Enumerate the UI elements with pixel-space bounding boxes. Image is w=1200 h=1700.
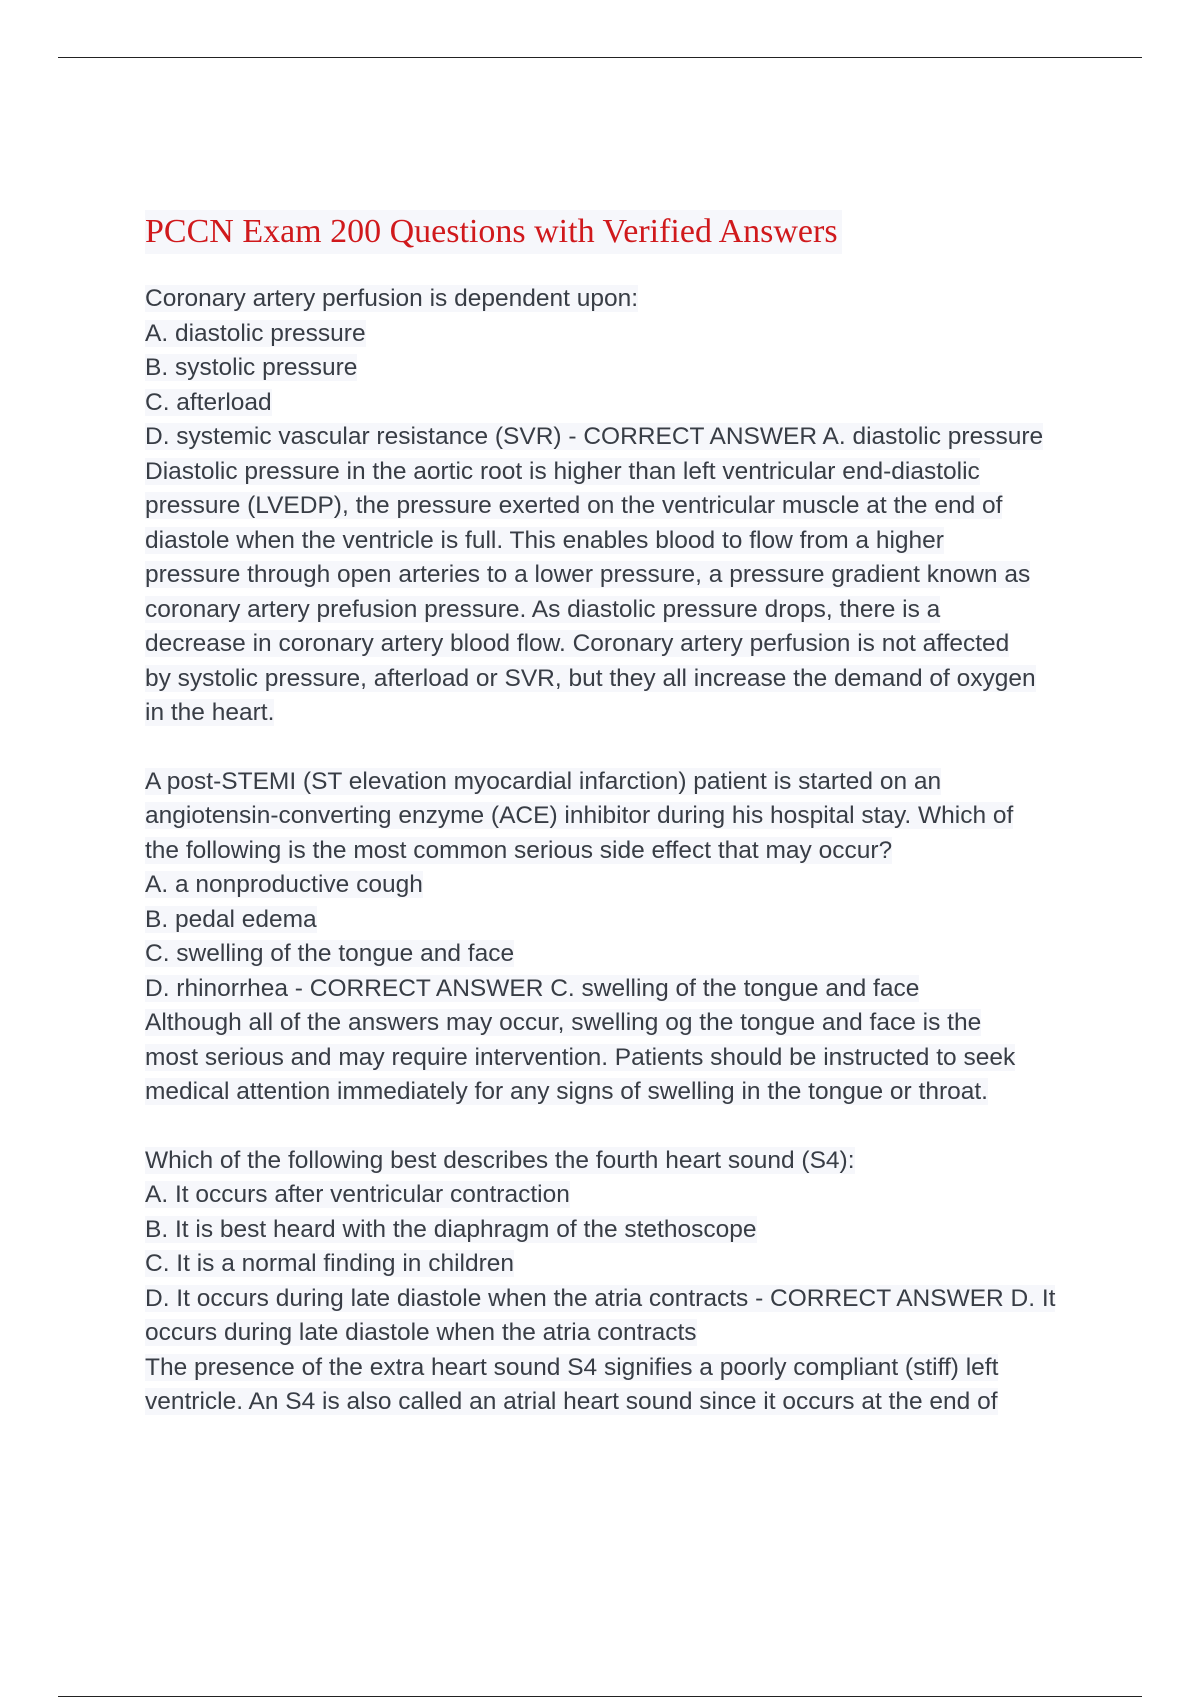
question-3-option-b: B. It is best heard with the diaphragm of the stethoscope xyxy=(145,1215,757,1243)
top-rule xyxy=(58,57,1142,58)
question-1-rationale-line: pressure (LVEDP), the pressure exerted on the ventricular muscle at the end of xyxy=(145,492,1003,519)
question-2-option-b: B. pedal edema xyxy=(145,905,317,933)
question-2-rationale-line: Although all of the answers may occur, swelling og the tongue and face is the xyxy=(145,1009,982,1036)
question-2-rationale-line: medical attention immediately for any signs of swelling in the tongue or throat. xyxy=(145,1078,988,1105)
question-2-option-c: C. swelling of the tongue and face xyxy=(145,940,515,967)
question-block-2 xyxy=(145,765,1090,1110)
question-1-rationale-line: coronary artery prefusion pressure. As diastolic pressure drops, there is a xyxy=(145,595,941,623)
page-content xyxy=(145,210,1090,1454)
question-3-option-c: C. It is a normal finding in children xyxy=(145,1250,515,1277)
question-1-rationale-line: decrease in coronary artery blood flow. Coronary artery perfusion is not affected xyxy=(145,630,1010,657)
question-1-rationale-line: diastole when the ventricle is full. This enables blood to flow from a higher xyxy=(145,526,944,554)
question-2-option-d-answer: D. rhinorrhea - CORRECT ANSWER C. swelling of the tongue and face xyxy=(145,974,920,1002)
question-1-rationale-line: by systolic pressure, afterload or SVR, but they all increase the demand of oxygen xyxy=(145,664,1036,692)
question-block-1 xyxy=(145,282,1090,731)
question-3-rationale-line: ventricle. An S4 is also called an atrial heart sound since it occurs at the end of xyxy=(145,1388,998,1415)
question-1-rationale-line: in the heart. xyxy=(145,699,275,726)
document-title: PCCN Exam 200 Questions with Verified Answers xyxy=(145,210,842,254)
question-1-rationale-line: Diastolic pressure in the aortic root is higher than left ventricular end-diastolic xyxy=(145,457,980,485)
question-1-option-a: A. diastolic pressure xyxy=(145,319,366,347)
question-2-line-1: A post-STEMI (ST elevation myocardial infarction) patient is started on an xyxy=(145,767,942,795)
question-1-line-1: Coronary artery perfusion is dependent upon: xyxy=(145,285,639,312)
question-1-rationale-line: pressure through open arteries to a lower pressure, a pressure gradient known as xyxy=(145,561,1031,588)
question-3-rationale-line: The presence of the extra heart sound S4 signifies a poorly compliant (stiff) left xyxy=(145,1353,999,1381)
question-2-option-a: A. a nonproductive cough xyxy=(145,871,423,898)
question-1-option-d-answer: D. systemic vascular resistance (SVR) - CORRECT ANSWER A. diastolic pressure xyxy=(145,423,1044,450)
question-2-line-2: angiotensin-converting enzyme (ACE) inhibitor during his hospital stay. Which of xyxy=(145,802,1014,829)
question-3-option-a: A. It occurs after ventricular contraction xyxy=(145,1181,570,1208)
bottom-rule xyxy=(58,1696,1142,1697)
question-2-rationale-line: most serious and may require intervention. Patients should be instructed to seek xyxy=(145,1043,1016,1071)
question-1-option-b: B. systolic pressure xyxy=(145,354,358,381)
question-3-answer-continued: occurs during late diastole when the atria contracts xyxy=(145,1319,697,1346)
question-3-option-d-answer: D. It occurs during late diastole when the atria contracts - CORRECT ANSWER D. It xyxy=(145,1284,1056,1312)
question-3-line-1: Which of the following best describes the fourth heart sound (S4): xyxy=(145,1146,855,1174)
question-1-option-c: C. afterload xyxy=(145,388,272,416)
question-block-3 xyxy=(145,1144,1090,1420)
question-2-line-3: the following is the most common serious side effect that may occur? xyxy=(145,836,893,864)
